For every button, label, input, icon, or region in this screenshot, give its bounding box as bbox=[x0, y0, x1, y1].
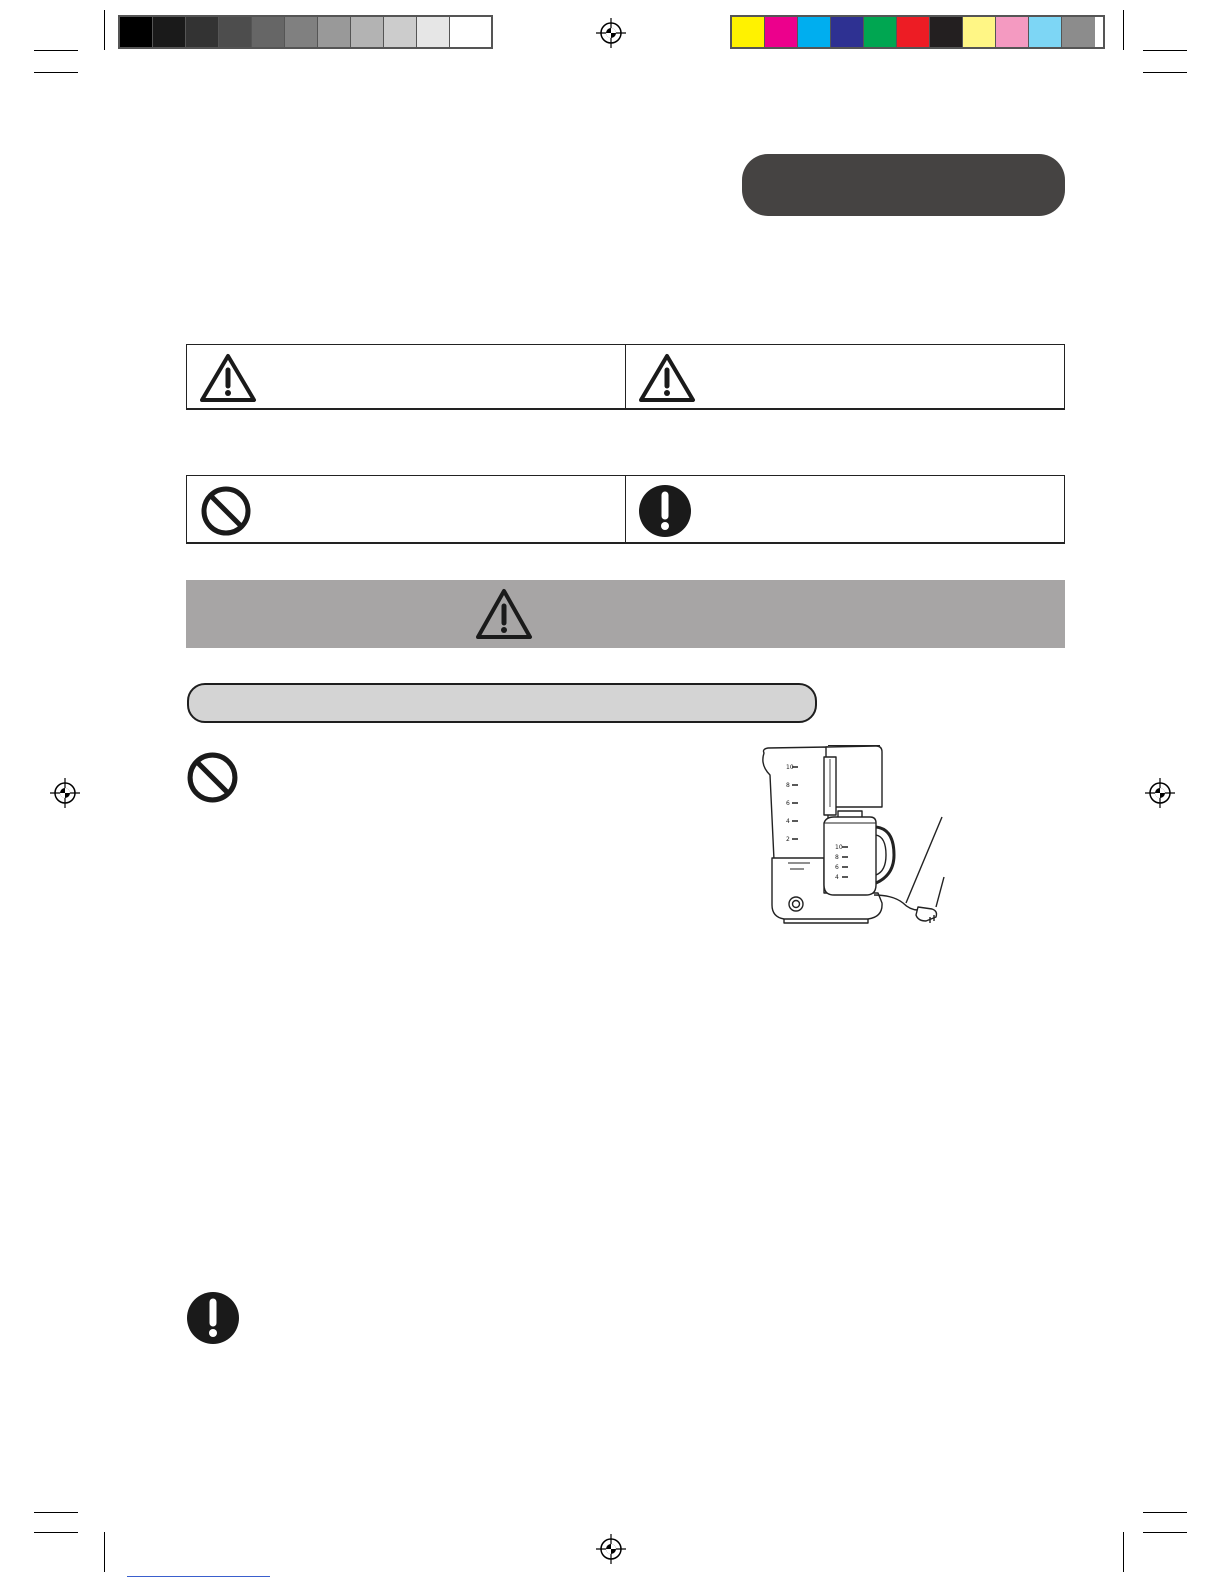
color-calibration-bar bbox=[730, 15, 1105, 49]
warning-triangle-icon bbox=[199, 353, 257, 403]
signal-word-table bbox=[186, 344, 1065, 410]
color-swatch bbox=[765, 17, 798, 47]
grayscale-swatch bbox=[153, 17, 186, 47]
registration-target-icon bbox=[596, 18, 626, 48]
grayscale-swatch bbox=[186, 17, 219, 47]
color-swatch bbox=[1029, 17, 1062, 47]
color-swatch bbox=[864, 17, 897, 47]
warning-banner bbox=[186, 580, 1065, 648]
jug-scale-4: 4 bbox=[835, 874, 839, 881]
grayscale-swatch bbox=[219, 17, 252, 47]
carafe-scale-8: 8 bbox=[786, 782, 790, 789]
registration-target-icon bbox=[50, 778, 80, 808]
prohibition-circle-icon bbox=[200, 485, 252, 537]
registration-target-icon bbox=[596, 1534, 626, 1564]
exclamation-circle-icon bbox=[186, 1291, 240, 1345]
grayscale-swatch bbox=[417, 17, 450, 47]
subsection-header-pill bbox=[187, 683, 817, 723]
signal-word-caution-cell bbox=[625, 345, 1064, 408]
exclamation-circle-icon bbox=[638, 484, 692, 538]
carafe-scale-10: 10 bbox=[786, 764, 794, 771]
carafe-scale-2: 2 bbox=[786, 836, 790, 843]
section-header-pill bbox=[742, 154, 1065, 216]
jug-scale-10: 10 bbox=[835, 844, 843, 851]
color-swatch bbox=[996, 17, 1029, 47]
carafe-scale-4: 4 bbox=[786, 818, 790, 825]
warning-triangle-icon bbox=[475, 588, 533, 640]
grayscale-swatch bbox=[450, 17, 483, 47]
prohibition-circle-icon bbox=[186, 751, 239, 804]
carafe-scale-6: 6 bbox=[786, 800, 790, 807]
color-swatch bbox=[732, 17, 765, 47]
signal-word-warning-cell bbox=[187, 345, 625, 408]
color-swatch bbox=[831, 17, 864, 47]
color-swatch bbox=[930, 17, 963, 47]
symbol-legend-table bbox=[186, 475, 1065, 544]
color-swatch bbox=[798, 17, 831, 47]
registration-target-icon bbox=[1145, 778, 1175, 808]
prohibited-symbol-cell bbox=[187, 476, 625, 542]
mandatory-symbol-cell bbox=[625, 476, 1064, 542]
grayscale-swatch bbox=[285, 17, 318, 47]
grayscale-swatch bbox=[318, 17, 351, 47]
grayscale-swatch bbox=[252, 17, 285, 47]
grayscale-swatch bbox=[384, 17, 417, 47]
grayscale-calibration-bar bbox=[118, 15, 493, 49]
color-swatch bbox=[1062, 17, 1095, 47]
jug-scale-6: 6 bbox=[835, 864, 839, 871]
color-swatch bbox=[897, 17, 930, 47]
warning-triangle-icon bbox=[638, 353, 696, 403]
jug-scale-8: 8 bbox=[835, 854, 839, 861]
grayscale-swatch bbox=[351, 17, 384, 47]
coffee-maker-illustration bbox=[758, 745, 968, 940]
grayscale-swatch bbox=[120, 17, 153, 47]
color-swatch bbox=[963, 17, 996, 47]
